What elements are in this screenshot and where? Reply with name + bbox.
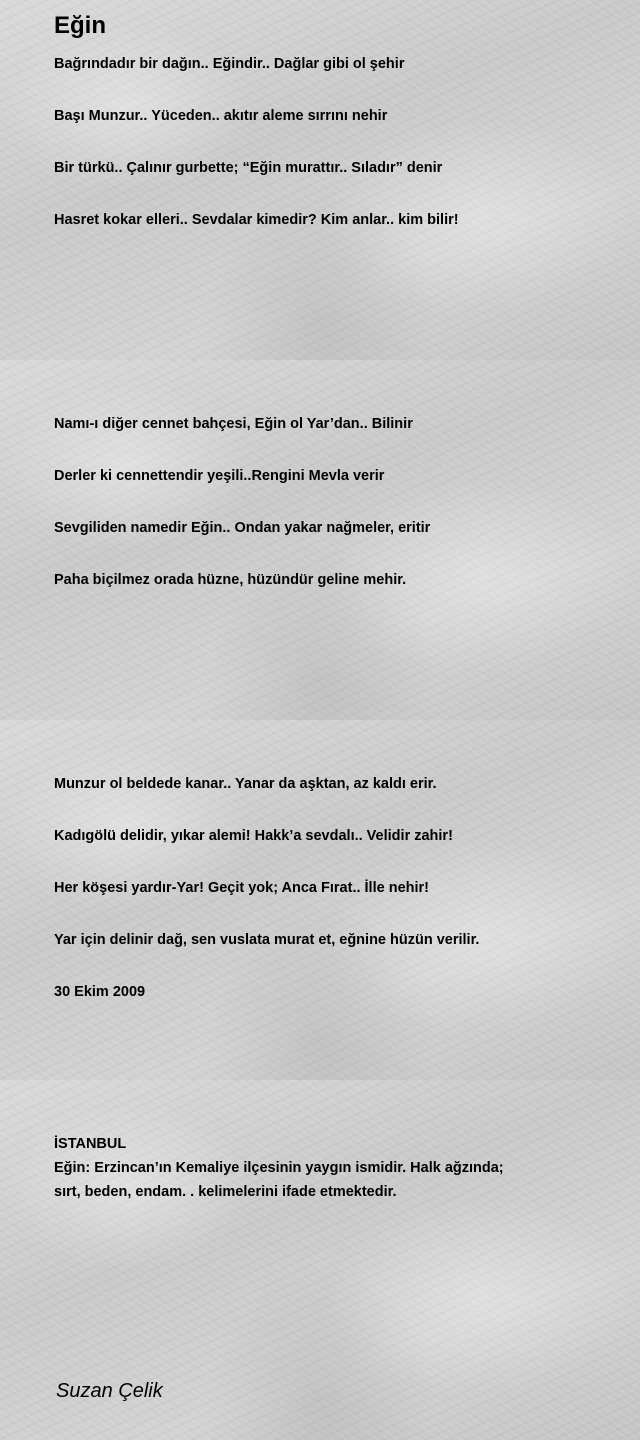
poem-date: 30 Ekim 2009 (54, 984, 146, 1000)
poem-line: Kadıgölü delidir, yıkar alemi! Hakk’a sevdalı.. Velidir zahir! (54, 828, 453, 844)
poem-line: Bağrındadır bir dağın.. Eğindir.. Dağlar gibi ol şehir (54, 56, 405, 72)
poem-line: Bir türkü.. Çalınır gurbette; “Eğin murattır.. Sıladır” denir (54, 160, 443, 176)
poem-panel-4 (0, 1080, 640, 1440)
author-signature: Suzan Çelik (56, 1380, 163, 1402)
poem-line: Derler ki cennettendir yeşili..Rengini Mevla verir (54, 468, 385, 484)
poem-line: Paha biçilmez orada hüzne, hüzündür geline mehir. (54, 572, 407, 588)
poem-panel-3 (0, 720, 640, 1080)
poem-line: Yar için delinir dağ, sen vuslata murat et, eğnine hüzün verilir. (54, 932, 480, 948)
poem-title: Eğin (54, 12, 106, 39)
poem-line: Her köşesi yardır-Yar! Geçit yok; Anca Fırat.. İlle nehir! (54, 880, 429, 896)
poem-line: Başı Munzur.. Yüceden.. akıtır aleme sırrını nehir (54, 108, 388, 124)
note-line: sırt, beden, endam. . kelimelerini ifade etmektedir. (54, 1184, 397, 1200)
poem-line: Namı-ı diğer cennet bahçesi, Eğin ol Yar’dan.. Bilinir (54, 416, 413, 432)
note-city: İSTANBUL (54, 1136, 127, 1152)
poem-panel-2 (0, 360, 640, 720)
poem-line: Hasret kokar elleri.. Sevdalar kimedir? Kim anlar.. kim bilir! (54, 212, 459, 228)
poem-line: Sevgiliden namedir Eğin.. Ondan yakar nağmeler, eritir (54, 520, 431, 536)
note-line: Eğin: Erzincan’ın Kemaliye ilçesinin yaygın ismidir. Halk ağzında; (54, 1160, 504, 1176)
poem-panel-1 (0, 0, 640, 360)
poem-line: Munzur ol beldede kanar.. Yanar da aşktan, az kaldı erir. (54, 776, 437, 792)
